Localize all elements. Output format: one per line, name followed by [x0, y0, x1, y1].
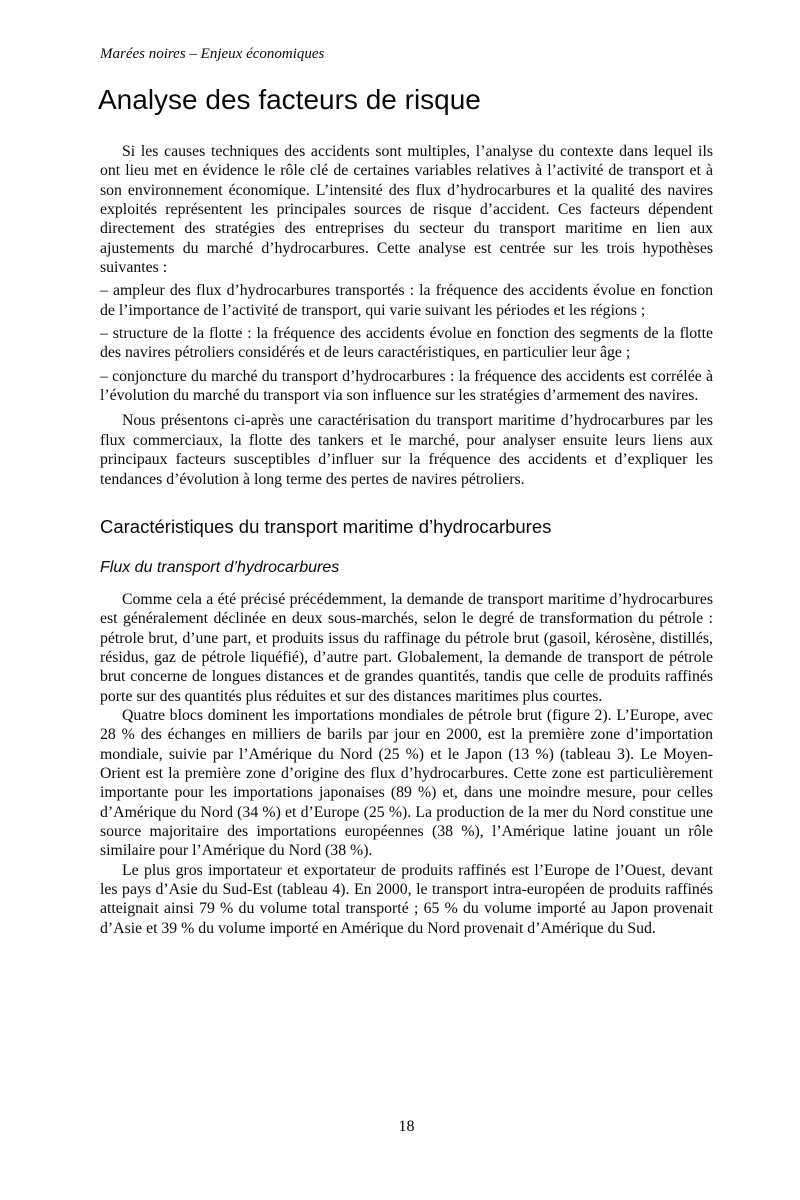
paragraph-sous-marches: Comme cela a été précisé précédemment, la demande de transport maritime d’hydrocarbures est généralement déclinée en deux sous-marchés, selon le degré de transformation du pétrole : pétrole brut, d’une part, et produits issus du raffinage du pétrole brut (gasoil, kérosène, distillés, résidus, gaz de pétrole liquéfié), d’autre part. Globalement, la demande de transport de pétrole brut concerne de longues distances et de grandes quantités, tandis que celle de produits raffinés porte sur des quantités plus réduites et sur des distances maritimes plus courtes.: [100, 590, 713, 705]
bullet-item-structure-flotte: – structure de la flotte : la fréquence des accidents évolue en fonction des segments de la flotte des navires pétroliers considérés et de leurs caractéristiques, en particulier leur âge ;: [100, 325, 713, 362]
bullet-item-flux: – ampleur des flux d’hydrocarbures transportés : la fréquence des accidents évolue en fonction de l’importance de l’activité de transport, qui varie suivant les périodes et les régions ;: [100, 282, 713, 319]
paragraph-importations-brut: Quatre blocs dominent les importations mondiales de pétrole brut (figure 2). L’Europe, avec 28 % des échanges en milliers de barils par jour en 2000, est la première zone d’importation mondiale, suivie par l’Amérique du Nord (25 %) et le Japon (13 %) (tableau 3). Le Moyen-Orient est la première zone d’origine des flux d’hydrocarbures. Cette zone est particulièrement importante pour les importations japonaises (89 %) et, dans une moindre mesure, pour celles d’Amérique du Nord (34 %) et d’Europe (25 %). La production de la mer du Nord constitue une source majoritaire des importations européennes (38 %), l’Amérique latine jouant un rôle similaire pour l’Amérique du Nord (38 %).: [100, 706, 713, 860]
page-number: 18: [398, 1118, 415, 1135]
bullet-item-conjoncture: – conjoncture du marché du transport d’hydrocarbures : la fréquence des accidents est corrélée à l’évolution du marché du transport via son influence sur les stratégies d’armement des navires.: [100, 367, 713, 405]
paragraph-presentation: Nous présentons ci-après une caractérisation du transport maritime d’hydrocarbures par les flux commerciaux, la flotte des tankers et le marché, pour analyser ensuite leurs liens aux principaux facteurs susceptibles d’influer sur la fréquence des accidents et d’expliquer les tendances d’évolution à long terme des pertes de navires pétroliers.: [100, 412, 713, 488]
subsection-heading-flux: Flux du transport d’hydrocarbures: [100, 558, 340, 576]
body-text: [100, 142, 713, 938]
paragraph-intro: Si les causes techniques des accidents sont multiples, l’analyse du contexte dans lequel ils ont lieu met en évidence le rôle clé de certaines variables relatives à l’activité de transport et à son environnement économique. L’intensité des flux d’hydrocarbures et la qualité des navires exploités représentent les principales sources de risque d’accident. Ces facteurs dépendent directement des stratégies des entreprises du secteur du transport maritime en lien aux ajustements du marché d’hydrocarbures. Cette analyse est centrée sur les trois hypothèses suivantes :: [100, 143, 713, 277]
paragraph-produits-raffines: Le plus gros importateur et exportateur de produits raffinés est l’Europe de l’Ouest, devant les pays d’Asie du Sud-Est (tableau 4). En 2000, le transport intra-européen de produits raffinés atteignait ainsi 79 % du volume total transporté ; 65 % du volume importé au Japon provenait d’Asie et 39 % du volume importé en Amérique du Nord provenait d’Amérique du Sud.: [100, 861, 713, 937]
section-heading-caracteristiques: Caractéristiques du transport maritime d’hydrocarbures: [100, 515, 552, 537]
chapter-title: Analyse des facteurs de risque: [98, 84, 481, 115]
running-head: Marées noires – Enjeux économiques: [100, 46, 325, 62]
